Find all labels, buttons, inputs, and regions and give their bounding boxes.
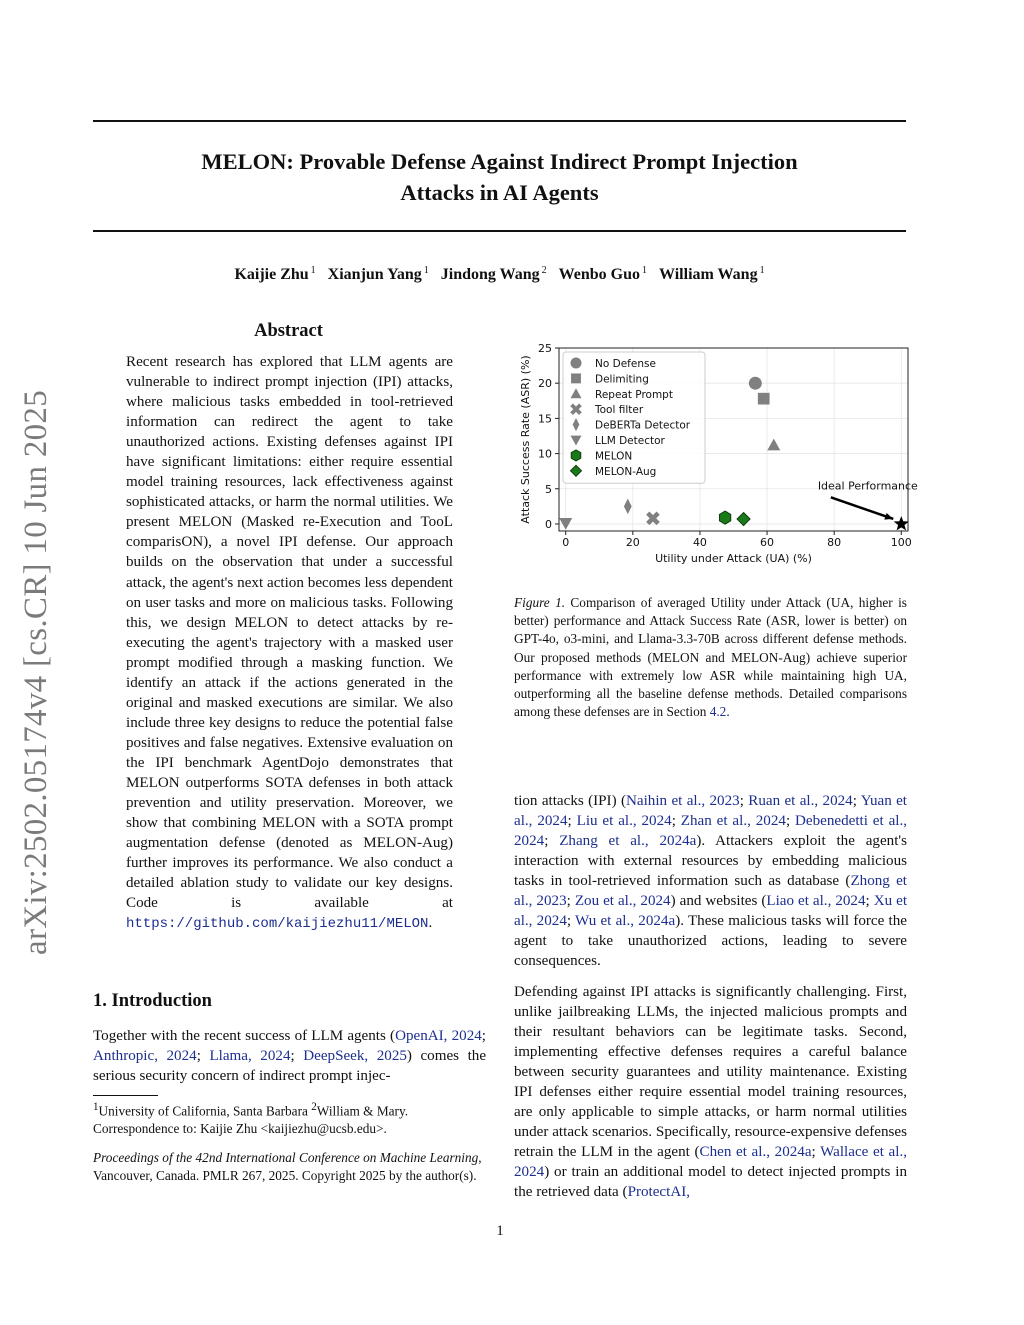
body-text: ) or train an additional model to detect injected prompts in the retrieved data ( [514, 1164, 907, 1201]
data-point [758, 393, 770, 405]
body-text: ; [865, 893, 874, 910]
x-tick-label: 0 [562, 536, 570, 549]
marker-shape [571, 450, 581, 461]
title-line-1: MELON: Provable Defense Against Indirect Prompt Injection [201, 149, 798, 174]
body-text: ; [852, 793, 861, 809]
marker-shape [767, 439, 780, 451]
citation[interactable]: Liao et al., 2024 [766, 893, 866, 910]
annotation-arrowhead [884, 513, 893, 520]
author-affiliation-mark: 2 [541, 265, 547, 276]
footnote-rule [93, 1095, 158, 1096]
citation[interactable]: Debenedetti et al., 2024 [514, 813, 908, 850]
title-line-2: Attacks in AI Agents [400, 180, 599, 205]
citation[interactable]: Ruan et al., 2024 [748, 793, 853, 809]
body-text: ; [671, 813, 681, 830]
introduction-paragraph-right-1 [514, 791, 907, 971]
x-tick-label: 60 [760, 536, 775, 549]
author-name-text: Xianjun Yang [327, 266, 422, 284]
figure-1-caption: Figure 1. Comparison of averaged Utility under Attack (UA, higher is better) performance and Attack Success Rate (ASR, lower is better) on GPT-4o, o3-mini, and Llama-3.3-70B across different defense methods. Our proposed methods (MELON and MELON-Aug) achieve superior performance with extremely low ASR while maintaining high UA, outperforming all the baseline defense methods. Detailed comparisons among these defenses are in Section 4.2. [514, 595, 907, 720]
abstract-body: Recent research has explored that LLM agents are vulnerable to indirect prompt injection (IPI) attacks, where malicious tasks embedded in tool-retrieved information can redirect the agent to take unauthorized actions. Existing defenses against IPI have significant limitations: either require essential model training resources, lack effectiveness against sophisticated attacks, or harm the normal utilities. We present MELON (Masked re-Execution and TooL comparisON), a novel IPI defense. Our approach builds on the observation that under a successful attack, the agent's next action becomes less dependent on user tasks and more on malicious tasks. Following this, we design MELON to detect attacks by re-executing the agent's trajectory with a masked user prompt modified through a masking function. We identify an attack if the actions generated in the original and masked executions are similar. We also include three key designs to reduce the potential false positives and false negatives. Extensive evaluation on the IPI benchmark AgentDojo demonstrates that MELON outperforms SOTA defenses in both attack prevention and utility preservation. Moreover, we show that combining MELON with a SOTA prompt augmentation defense (denoted as MELON-Aug) further improves its performance. We also conduct a detailed ablation study to validate our key designs. Code is available at [126, 354, 453, 912]
author-name [328, 266, 429, 283]
abstract-end: . [428, 915, 433, 932]
author-name-text: Wenbo Guo [558, 266, 641, 284]
title-bottom-rule [93, 230, 906, 232]
author-affiliation-mark: 1 [642, 265, 648, 276]
author-list [93, 265, 906, 284]
legend-label: MELON-Aug [595, 465, 657, 478]
x-axis-label: Utility under Attack (UA) (%) [655, 552, 812, 565]
section-link[interactable]: 4.2 [709, 704, 727, 720]
author-affiliation-mark: 1 [759, 265, 765, 276]
body-text: ). These malicious tasks will force the agent to take unauthorized actions, leading to severe consequences. [514, 913, 907, 970]
legend-label: Delimiting [595, 373, 649, 386]
y-tick-label: 10 [538, 447, 552, 461]
data-point [749, 377, 762, 390]
y-tick-label: 0 [545, 517, 552, 531]
x-tick-label: 80 [827, 536, 842, 549]
x-tick-label: 20 [625, 536, 640, 549]
page-number: 1 [496, 1223, 504, 1239]
legend-box [563, 352, 705, 483]
paper-title [93, 146, 906, 208]
y-axis-label: Attack Success Rate (ASR) (%) [519, 355, 532, 524]
legend-label: LLM Detector [595, 435, 665, 447]
legend-label: DeBERTa Detector [595, 419, 691, 432]
citation[interactable]: Llama, 2024 [209, 1048, 291, 1065]
introduction-paragraph: Together with the recent success of LLM agents (OpenAI, 2024; Anthropic, 2024; Llama, 2024; DeepSeek, 2025) comes the serious security concern of indirect prompt injec- [93, 1028, 487, 1085]
legend-label: Tool filter [595, 404, 644, 417]
citation[interactable]: Zou et al., 2024 [574, 893, 671, 910]
author-affiliation-mark: 1 [310, 265, 316, 276]
data-point [648, 513, 658, 523]
figure-1-scatter-chart [516, 339, 918, 571]
y-tick-label: 25 [538, 342, 552, 355]
y-tick-label: 15 [538, 412, 552, 426]
citation[interactable]: Anthropic, 2024 [93, 1048, 197, 1065]
code-link[interactable]: https://github.com/kaijiezhu11/MELON [126, 916, 429, 933]
introduction-paragraph-right-2 [514, 982, 907, 1203]
body-text: ). Attackers exploit the agent's interaction with external resources by embedding malicious tasks in tool-retrieved information such as database ( [514, 833, 907, 890]
body-text: tion attacks (IPI) ( [514, 793, 626, 809]
body-text: ; [566, 913, 576, 930]
abstract-heading: Abstract [254, 321, 323, 341]
proceedings-note: Proceedings of the 42nd International Conference on Machine Learning, Vancouver, Canada. PMLR 267, 2025. Copyright 2025 by the author(s). [93, 1150, 482, 1183]
marker-shape [571, 373, 581, 383]
citation[interactable]: Zhan et al., 2024 [680, 813, 786, 830]
x-tick-label: 40 [692, 536, 707, 549]
citation[interactable]: DeepSeek, 2025 [303, 1048, 407, 1065]
body-text: ; [566, 893, 575, 910]
y-tick-label: 20 [538, 377, 552, 391]
top-rule [93, 120, 906, 122]
citation[interactable]: OpenAI, 2024 [395, 1028, 482, 1044]
x-tick-label: 100 [890, 536, 912, 549]
author-name [659, 266, 765, 283]
abstract-text [126, 352, 453, 934]
author-name [559, 266, 647, 283]
body-text: ; [785, 813, 796, 830]
author-affiliation-mark: 1 [423, 265, 429, 276]
data-point [767, 439, 780, 451]
marker-shape [624, 499, 632, 515]
annotation-arrow [831, 497, 893, 519]
legend-label: MELON [595, 450, 633, 463]
citation[interactable]: Xu et al., 2024 [514, 893, 908, 930]
legend-marker [571, 450, 581, 461]
marker-shape [571, 358, 582, 369]
author-name-text: Jindong Wang [440, 266, 540, 284]
affiliation-footnote: $^1$University of California, Santa Barbara $^2$William & Mary. Correspondence to: Kaijie Zhu <kaijiezhu@ucsb.edu>. [93, 1101, 409, 1136]
legend-label: Repeat Prompt [595, 388, 673, 401]
body-text: ; [811, 1144, 821, 1161]
author-name-text: William Wang [659, 266, 758, 284]
data-point [719, 511, 730, 524]
legend-marker [571, 358, 582, 369]
citation[interactable]: Naihin et al., 2023 [626, 793, 740, 809]
figure-label: Figure 1. [514, 595, 566, 610]
citation[interactable]: Yuan et al., 2024 [514, 793, 907, 830]
citation[interactable]: Wu et al., 2024a [575, 913, 676, 930]
body-text: ; [739, 793, 749, 809]
author-name [441, 266, 547, 283]
citation[interactable]: Zhang et al., 2024a [559, 833, 697, 850]
annotation-label: Ideal Performance [817, 479, 918, 493]
citation[interactable]: ProtectAI, [627, 1184, 691, 1201]
marker-shape [719, 511, 730, 524]
body-text: ) and websites ( [670, 893, 767, 910]
body-text: Defending against IPI attacks is significantly challenging. First, unlike jailbreaking LLMs, the injected malicious prompts and their resultant behaviors can be legitimate tasks. Second, implementing effective defenses requires a careful balance between security guarantees and utility maintenance. Existing IPI defenses either require essential model training resources, are only applicable to simple attacks, or harm normal utilities under attack scenarios. Specifically, resource-expensive defenses retrain the LLM in the agent ( [514, 984, 907, 1161]
marker-shape [749, 377, 762, 390]
proceedings-venue: Proceedings of the 42nd International Conference on Machine Learning [93, 1150, 479, 1165]
body-text: ; [544, 833, 560, 850]
legend-label: No Defense [595, 358, 656, 370]
citation[interactable]: Liu et al., 2024 [576, 813, 672, 830]
arxiv-stamp: arXiv:2502.05174v4 [cs.CR] 10 Jun 2025 [18, 389, 54, 955]
citation[interactable]: Wallace et al., 2024 [514, 1144, 907, 1181]
citation[interactable]: Zhong et al., 2023 [514, 873, 908, 910]
data-point [624, 499, 632, 515]
citation[interactable]: Chen et al., 2024a [699, 1144, 812, 1161]
author-name-text: Kaijie Zhu [234, 266, 309, 284]
marker-shape [758, 393, 770, 405]
body-text: ; [567, 813, 577, 830]
y-tick-label: 5 [545, 482, 552, 496]
legend-marker [571, 373, 581, 383]
author-name [234, 266, 315, 283]
section-heading-introduction: 1. Introduction [93, 991, 212, 1011]
